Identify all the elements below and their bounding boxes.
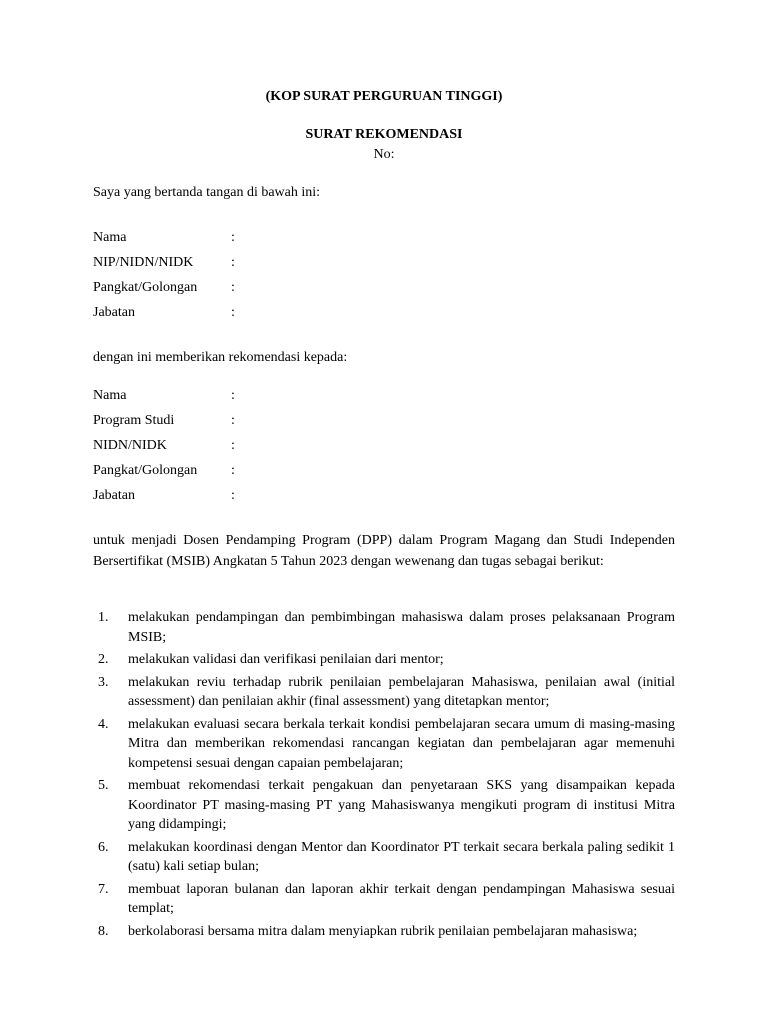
purpose-paragraph: untuk menjadi Dosen Pendamping Program (DPP) dalam Program Magang dan Studi Independen Bersertifikat (MSIB) Angkatan 5 Tahun 2023 dengan wewenang dan tugas sebagai berikut: xyxy=(93,533,675,569)
duty-number: 5. xyxy=(98,778,109,793)
field-colon: : xyxy=(231,438,235,453)
field-colon: : xyxy=(231,488,235,503)
duty-number: 2. xyxy=(98,652,109,667)
field-colon: : xyxy=(231,230,235,245)
field-colon: : xyxy=(231,413,235,428)
duty-number: 7. xyxy=(98,881,109,897)
duty-item xyxy=(93,715,675,774)
intro-text: Saya yang bertanda tangan di bawah ini: xyxy=(93,185,321,200)
duty-item xyxy=(93,673,675,712)
duties-list xyxy=(93,608,675,944)
field-colon: : xyxy=(231,280,235,295)
letterhead: (KOP SURAT PERGURUAN TINGGI) xyxy=(265,89,503,104)
field-colon: : xyxy=(231,463,235,478)
field-label: NIDN/NIDK xyxy=(93,438,167,453)
duty-text: melakukan koordinasi dengan Mentor dan Koordinator PT terkait secara berkala paling sedikit 1 (satu) kali setiap bulan; xyxy=(128,839,675,874)
duty-text: melakukan pendampingan dan pembimbingan mahasiswa dalam proses pelaksanaan Program MSIB; xyxy=(128,610,675,645)
field-label: Nama xyxy=(93,230,127,245)
duty-number: 1. xyxy=(98,610,109,625)
field-label: Pangkat/Golongan xyxy=(93,280,198,295)
field-label: Program Studi xyxy=(93,413,175,428)
duty-text: melakukan evaluasi secara berkala terkait kondisi pembelajaran secara umum di masing-masing Mitra dan memberikan rekomendasi rancangan kegiatan dan pembelajaran agar memenuhi kompetensi sesuai dengan capaian pembelajaran; xyxy=(128,716,675,771)
duty-item xyxy=(93,776,675,835)
duty-text: melakukan reviu terhadap rubrik penilaian pembelajaran Mahasiswa, penilaian awal (initial assessment) dan penilaian akhir (final assessment) yang ditetapkan mentor; xyxy=(128,674,675,709)
duty-item xyxy=(93,608,675,647)
field-colon: : xyxy=(231,305,235,320)
duty-text: berkolaborasi bersama mitra dalam menyiapkan rubrik penilaian pembelajaran mahasiswa; xyxy=(128,923,638,939)
duty-text: membuat laporan bulanan dan laporan akhir terkait dengan pendampingan Mahasiswa sesuai templat; xyxy=(128,881,675,916)
field-colon: : xyxy=(231,255,235,270)
duty-number: 8. xyxy=(98,923,109,939)
field-label: Jabatan xyxy=(93,488,135,503)
field-label: Jabatan xyxy=(93,305,135,320)
duty-item xyxy=(93,838,675,877)
letter-title: SURAT REKOMENDASI xyxy=(305,127,463,142)
duty-item xyxy=(93,650,675,670)
duty-text: melakukan validasi dan verifikasi penilaian dari mentor; xyxy=(128,652,444,667)
field-label: NIP/NIDN/NIDK xyxy=(93,255,194,270)
duty-item xyxy=(93,922,675,942)
duty-number: 6. xyxy=(98,839,109,855)
field-colon: : xyxy=(231,388,235,403)
duty-number: 3. xyxy=(98,674,109,690)
duty-text: membuat rekomendasi terkait pengakuan dan penyetaraan SKS yang disampaikan kepada Koordinator PT masing-masing PT yang Mahasiswanya mengikuti program di institusi Mitra yang didampingi; xyxy=(128,778,675,832)
field-label: Pangkat/Golongan xyxy=(93,463,198,478)
field-label: Nama xyxy=(93,388,127,403)
duty-number: 4. xyxy=(98,716,109,732)
recommend-intro: dengan ini memberikan rekomendasi kepada: xyxy=(93,350,348,365)
letter-number: No: xyxy=(373,147,395,162)
duty-item xyxy=(93,880,675,919)
